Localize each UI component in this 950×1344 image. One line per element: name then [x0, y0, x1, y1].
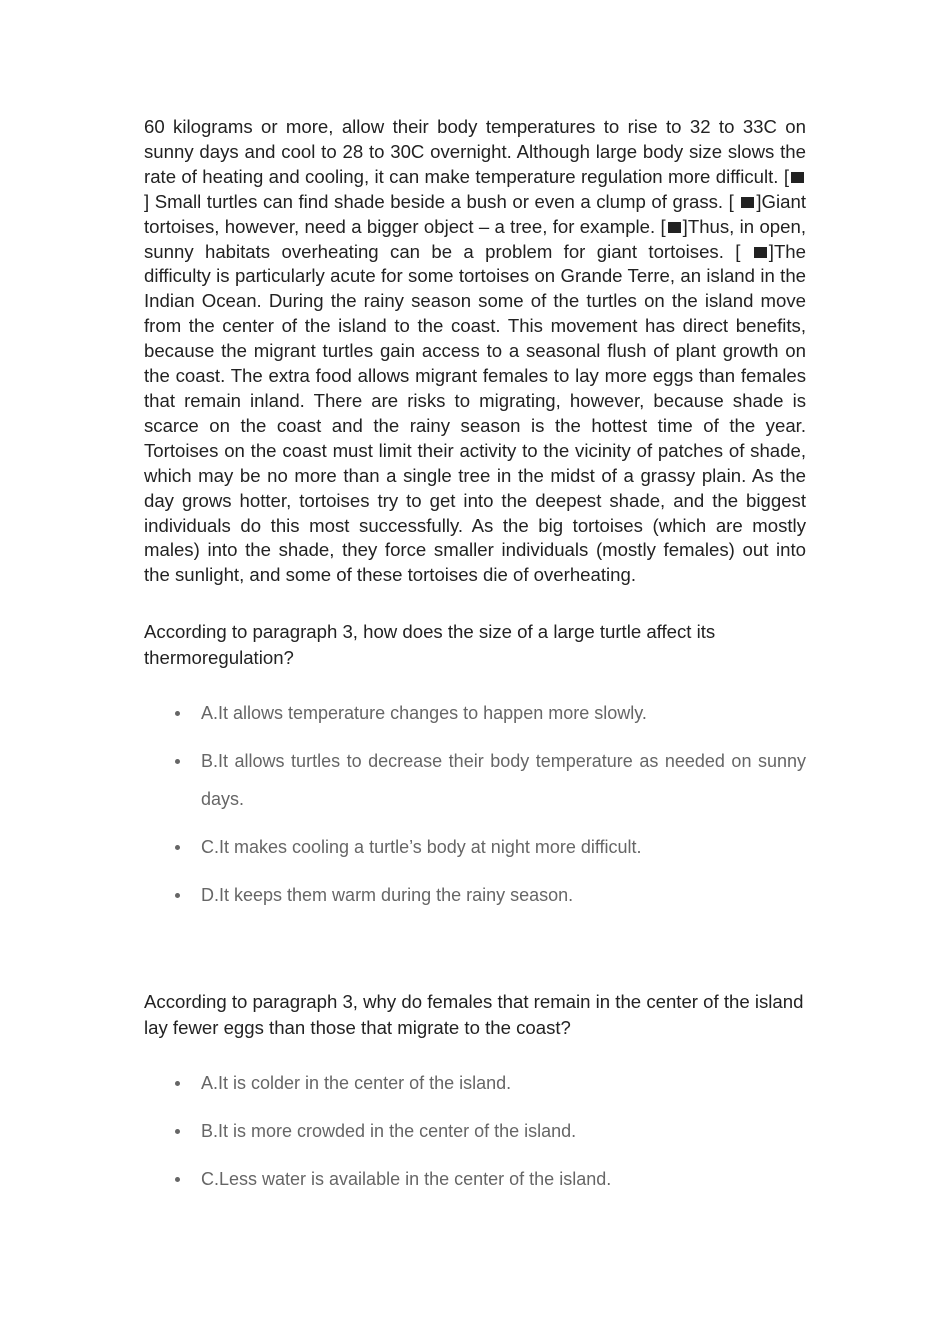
insertion-marker-3[interactable] [668, 222, 681, 233]
bullet-icon [175, 1129, 180, 1134]
option-label: B.It allows turtles to decrease their body temperature as needed on sunny days. [201, 751, 806, 810]
question-1-prompt: According to paragraph 3, how does the size of a large turtle affect its thermoregulation? [144, 621, 716, 669]
insertion-marker-4[interactable] [754, 247, 767, 258]
bullet-icon [175, 1081, 180, 1086]
option-label: C.It makes cooling a turtle’s body at night more difficult. [201, 837, 642, 858]
option-label: D.It keeps them warm during the rainy season. [201, 885, 574, 906]
answer-option-a[interactable] [144, 694, 806, 732]
insertion-marker-1[interactable] [791, 172, 804, 183]
passage-text: 60 kilograms or more, allow their body temperatures to rise to 32 to 33C on sunny days and cool to 28 to 30C overnight. Although large body size slows the rate of heating and cooling, it can make temperature regulation more difficult. [ [144, 116, 806, 187]
passage-paragraph [144, 115, 806, 588]
document-page [144, 115, 806, 1208]
question-2-options [144, 1064, 806, 1198]
answer-option-c[interactable] [144, 1160, 806, 1198]
answer-option-b[interactable] [144, 1112, 806, 1150]
option-label: C.Less water is available in the center of the island. [201, 1169, 612, 1190]
bullet-icon [175, 711, 180, 716]
bullet-icon [175, 759, 180, 764]
option-label: B.It is more crowded in the center of the island. [201, 1121, 577, 1142]
bullet-icon [175, 893, 180, 898]
question-1-options [144, 694, 806, 914]
option-label: A.It is colder in the center of the island. [201, 1073, 512, 1094]
answer-option-a[interactable] [144, 1064, 806, 1102]
bullet-icon [175, 845, 180, 850]
answer-option-b[interactable] [144, 742, 806, 818]
passage-text: ] Small turtles can find shade beside a bush or even a clump of grass. [ [144, 190, 740, 212]
insertion-marker-2[interactable] [741, 197, 754, 208]
passage-text: ]Thus, in open, sunny habitats overheating can be a problem for giant tortoises. [ [144, 215, 806, 262]
answer-option-c[interactable] [144, 828, 806, 866]
question-2-prompt: According to paragraph 3, why do females that remain in the center of the island lay fewer eggs than those that migrate to the coast? [144, 991, 804, 1039]
bullet-icon [175, 1177, 180, 1182]
option-label: A.It allows temperature changes to happen more slowly. [201, 703, 647, 724]
passage-text: ]Giant tortoises, however, need a bigger object – a tree, for example. [ [144, 190, 806, 237]
passage-text: ]The difficulty is particularly acute for some tortoises on Grande Terre, an island in the Indian Ocean. During the rainy season some of the turtles on the island move from the center of the island to the coast. This movement has direct benefits, because the migrant turtles gain access to a seasonal flush of plant growth on the coast. The extra food allows migrant females to lay more eggs than females that remain inland. There are risks to migrating, however, because shade is scarce on the coast and the rainy season is the hottest time of the year. Tortoises on the coast must limit their activity to the vicinity of patches of shade, which may be no more than a single tree in the midst of a grassy plain. As the day grows hotter, tortoises try to get into the deepest shade, and the biggest individuals do this most successfully. As the big tortoises (which are mostly males) into the shade, they force smaller individuals (mostly females) out into the sunlight, and some of these tortoises die of overheating. [144, 240, 806, 586]
answer-option-d[interactable] [144, 876, 806, 914]
